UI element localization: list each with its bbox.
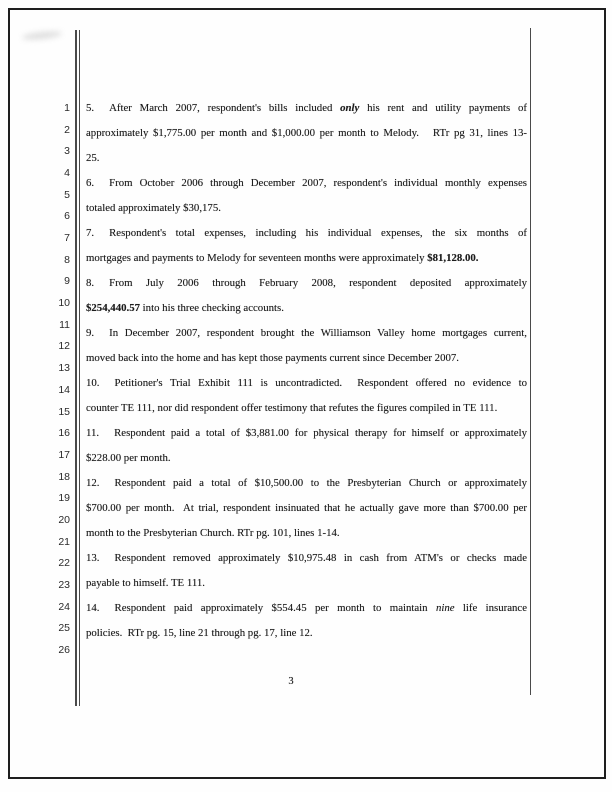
margin-line-number: 10 <box>58 297 70 310</box>
finding-paragraph-6 <box>86 171 527 221</box>
text-segment: From October 2006 through December 2007, respondent's individual monthly expenses <box>109 177 527 189</box>
text-segment: Respondent removed approximately $10,975.48 in cash from ATM's or checks made <box>114 552 527 564</box>
text-line <box>86 246 527 271</box>
text-segment: moved back into the home and has kept those payments current since December 2007. <box>86 352 459 364</box>
margin-line-number: 26 <box>58 644 70 656</box>
paragraph-number: 9. <box>86 327 95 339</box>
text-segment: $228.00 per month. <box>86 452 171 464</box>
margin-line-number: 9 <box>64 275 70 288</box>
margin-line-number: 6 <box>64 210 70 223</box>
margin-line-number: 16 <box>58 427 70 440</box>
text-line <box>86 196 527 221</box>
margin-line-number: 21 <box>58 535 70 548</box>
finding-paragraph-10 <box>86 371 527 421</box>
text-segment: policies. RTr pg. 15, line 21 through pg. 17, line 12. <box>86 627 313 639</box>
text-segment: life insurance <box>454 602 528 614</box>
text-segment: $700.00 per month. At trial, respondent insinuated that he actually gave more than $700.00 per <box>86 502 527 514</box>
paragraph-number: 5. <box>86 102 95 114</box>
paragraph-number: 13. <box>86 552 100 564</box>
margin-line-number: 22 <box>58 557 70 570</box>
text-line <box>86 421 527 446</box>
paragraph-number: 10. <box>86 377 100 389</box>
text-segment: Petitioner's Trial Exhibit 111 is uncontradicted. Respondent offered no evidence to <box>114 377 527 389</box>
margin-line-number: 3 <box>64 145 70 158</box>
text-line <box>86 171 527 196</box>
text-line <box>86 496 527 521</box>
paragraph-number: 14. <box>86 602 100 614</box>
text-segment: Respondent paid a total of $3,881.00 for physical therapy for himself or approximately <box>114 427 527 439</box>
text-line <box>86 346 527 371</box>
text-segment: counter TE 111, nor did respondent offer testimony that refutes the figures compiled in TE 111. <box>86 402 498 414</box>
margin-line-number: 23 <box>58 578 70 591</box>
text-segment: $81,128.00. <box>427 252 479 264</box>
text-line <box>86 121 527 146</box>
margin-line-number: 4 <box>64 167 70 180</box>
finding-paragraph-7 <box>86 221 527 271</box>
margin-line-number: 20 <box>58 513 70 526</box>
text-line <box>86 571 527 596</box>
margin-line-number: 15 <box>58 405 70 418</box>
document-body <box>86 96 527 646</box>
page-number: 3 <box>288 676 294 687</box>
margin-line-number: 18 <box>58 470 70 483</box>
text-line <box>86 596 527 621</box>
paragraph-number: 8. <box>86 277 95 289</box>
text-segment: his rent and utility payments of <box>359 102 527 114</box>
text-segment: month to the Presbyterian Church. RTr pg. 101, lines 1-14. <box>86 527 340 539</box>
finding-paragraph-12 <box>86 471 527 546</box>
line-number-column <box>38 0 72 792</box>
finding-paragraph-11 <box>86 421 527 471</box>
text-line <box>86 446 527 471</box>
margin-line-number: 17 <box>58 448 70 461</box>
margin-line-number: 19 <box>58 492 70 505</box>
margin-line-number: 5 <box>64 188 70 201</box>
text-line <box>86 221 527 246</box>
text-line <box>86 521 527 546</box>
finding-paragraph-9 <box>86 321 527 371</box>
paragraph-number: 7. <box>86 227 95 239</box>
margin-line-number: 11 <box>59 318 70 331</box>
pleading-left-rule-inner <box>79 30 80 706</box>
text-segment: From July 2006 through February 2008, respondent deposited approximately <box>109 277 527 289</box>
text-segment: only <box>340 102 360 114</box>
margin-line-number: 13 <box>58 362 70 375</box>
text-segment: mortgages and payments to Melody for seventeen months were approximately <box>86 252 428 264</box>
text-segment: into his three checking accounts. <box>139 302 284 314</box>
text-segment: 25. <box>86 152 100 164</box>
text-segment: Respondent paid approximately $554.45 per month to maintain <box>114 602 436 614</box>
pleading-right-rule <box>530 28 531 695</box>
text-line <box>86 271 527 296</box>
text-line <box>86 296 527 321</box>
margin-line-number: 25 <box>58 622 70 635</box>
finding-paragraph-13 <box>86 546 527 596</box>
text-segment: $254,440.57 <box>86 302 140 314</box>
text-segment: nine <box>435 602 455 614</box>
margin-line-number: 2 <box>64 123 70 136</box>
pleading-left-rule-outer <box>75 30 77 706</box>
margin-line-number: 8 <box>64 253 70 266</box>
finding-paragraph-14 <box>86 596 527 646</box>
text-line <box>86 146 527 171</box>
text-line <box>86 371 527 396</box>
paragraph-number: 12. <box>86 477 100 489</box>
text-segment: In December 2007, respondent brought the Williamson Valley home mortgages current, <box>109 327 527 339</box>
text-segment: approximately $1,775.00 per month and $1,000.00 per month to Melody. RTr pg 31, lines 13- <box>86 127 527 139</box>
paragraph-number: 6. <box>86 177 95 189</box>
margin-line-number: 12 <box>58 340 70 353</box>
finding-paragraph-8 <box>86 271 527 321</box>
text-line <box>86 396 527 421</box>
margin-line-number: 14 <box>58 383 70 396</box>
finding-paragraph-5 <box>86 96 527 171</box>
text-segment: Respondent paid a total of $10,500.00 to the Presbyterian Church or approximately <box>114 477 527 489</box>
paragraph-number: 11. <box>86 427 100 439</box>
text-line <box>86 471 527 496</box>
margin-line-number: 7 <box>64 232 70 245</box>
text-segment: Respondent's total expenses, including his individual expenses, the six months of <box>109 227 527 239</box>
margin-line-number: 24 <box>58 600 70 613</box>
text-segment: totaled approximately $30,175. <box>86 202 221 214</box>
margin-line-number: 1 <box>64 102 70 114</box>
text-segment: After March 2007, respondent's bills included <box>109 102 341 114</box>
text-line <box>86 621 527 646</box>
text-line <box>86 321 527 346</box>
text-segment: payable to himself. TE 111. <box>86 577 205 589</box>
text-line <box>86 546 527 571</box>
text-line <box>86 96 527 121</box>
